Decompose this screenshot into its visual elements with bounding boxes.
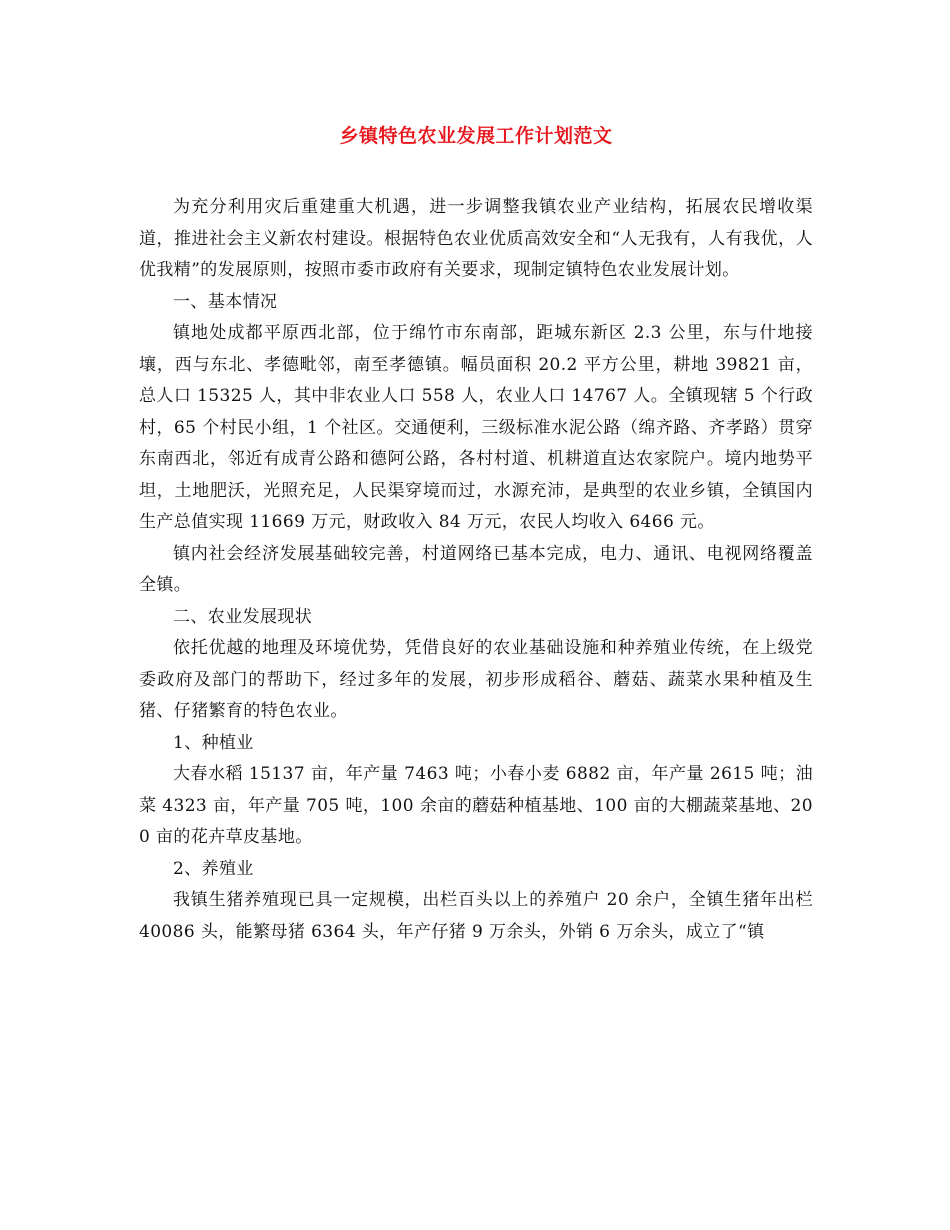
subheading-breeding: 2、养殖业 (173, 858, 254, 879)
section-heading-agriculture-status: 二、农业发展现状 (173, 606, 313, 627)
agriculture-status-paragraph: 依托优越的地理及环境优势，凭借良好的农业基础设施和种养殖业传统，在上级党委政府及部门的帮助下，经过多年的发展，初步形成稻谷、蘑菇、蔬菜水果种植及生猪、仔猪繁育的特色农业。 (139, 638, 813, 721)
subheading-planting: 1、种植业 (173, 732, 254, 753)
basic-situation-paragraph: 镇地处成都平原西北部，位于绵竹市东南部，距城东新区 2.3 公里，东与什地接壤，西与东北、孝德毗邻，南至孝德镇。幅员面积 20.2 平方公里，耕地 39821 亩，总人口 15325 人，其中非农业人口 558 人，农业人口 14767 人。全镇现辖 5 个行政村，65 个村民小组，1 个社区。交通便利，三级标准水泥公路（绵齐路、齐孝路）贯穿东南西北，邻近有成青公路和德阿公路，各村村道、机耕道直达农家院户。境内地势平坦，土地肥沃，光照充足，人民渠穿境而过，水源充沛，是典型的农业乡镇，全镇国内生产总值实现 11669 万元，财政收入 84 万元，农民人均收入 6466 元。 (139, 323, 813, 532)
document-body (139, 192, 813, 948)
breeding-paragraph: 我镇生猪养殖现已具一定规模，出栏百头以上的养殖户 20 余户，全镇生猪年出栏 40086 头，能繁母猪 6364 头，年产仔猪 9 万余头，外销 6 万余头，成立了“镇 (139, 890, 813, 942)
intro-paragraph: 为充分利用灾后重建重大机遇，进一步调整我镇农业产业结构，拓展农民增收渠道，推进社会主义新农村建设。根据特色农业优质高效安全和“人无我有，人有我优，人优我精”的发展原则，按照市委市政府有关要求，现制定镇特色农业发展计划。 (139, 197, 813, 280)
planting-paragraph: 大春水稻 15137 亩，年产量 7463 吨；小春小麦 6882 亩，年产量 2615 吨；油菜 4323 亩，年产量 705 吨，100 余亩的蘑菇种植基地、100 亩的大棚蔬菜基地、200 亩的花卉草皮基地。 (139, 764, 813, 847)
document-title: 乡镇特色农业发展工作计划范文 (339, 125, 613, 147)
section-heading-basic-situation: 一、基本情况 (173, 291, 278, 312)
infrastructure-paragraph: 镇内社会经济发展基础较完善，村道网络已基本完成，电力、通讯、电视网络覆盖全镇。 (139, 543, 813, 595)
